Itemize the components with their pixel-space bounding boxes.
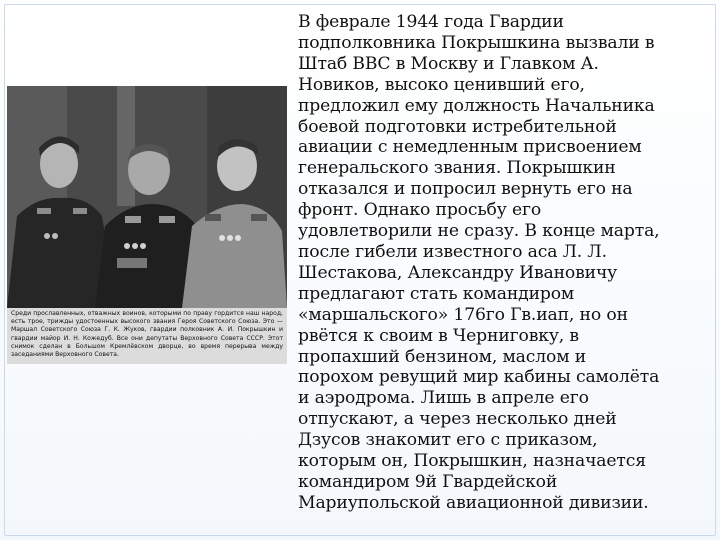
photo-caption: Среди прославленных, отважных воинов, которыми по праву гордится наш народ, есть трое, трижды удостоенных высокого звания Героя Советского Союза. Это — Маршал Советского Союза Г. К. Жуков, гвардии полковник А. И. Покрышкин и гвардии майор И. Н. Кожедуб. Все они депутаты Верховного Совета СССР. Этот снимок сделан в Большом Кремлёвском дворце, во время перерыва между заседаниями Верховного Совета. <box>7 308 287 364</box>
main-paragraph: В феврале 1944 года Гвардии подполковника Покрышкина вызвали в Штаб ВВС в Москву и Главком А. Новиков, высоко ценивший его, предложил ему должность Начальника боевой подготовки истребительной авиации с немедленным присвоением генеральского звания. Покрышкин отказался и попросил вернуть его на фронт. Однако просьбу его удовлетворили не сразу. В конце марта, после гибели известного аса Л. Л. Шестакова, Александру Ивановичу предлагают стать командиром «маршальского» 176го Гв.иап, но он рвётся к своим в Черниговку, в пропахший бензином, маслом и порохом ревущий мир кабины самолёта и аэродрома. Лишь в апреле его отпускают, а через несколько дней Дзусов знакомит его с приказом, которым он, Покрышкин, назначается командиром 9й Гвардейской Мариупольской авиационной дивизии. <box>298 12 660 513</box>
photo-illustration <box>7 86 287 308</box>
historical-photo <box>7 86 287 364</box>
